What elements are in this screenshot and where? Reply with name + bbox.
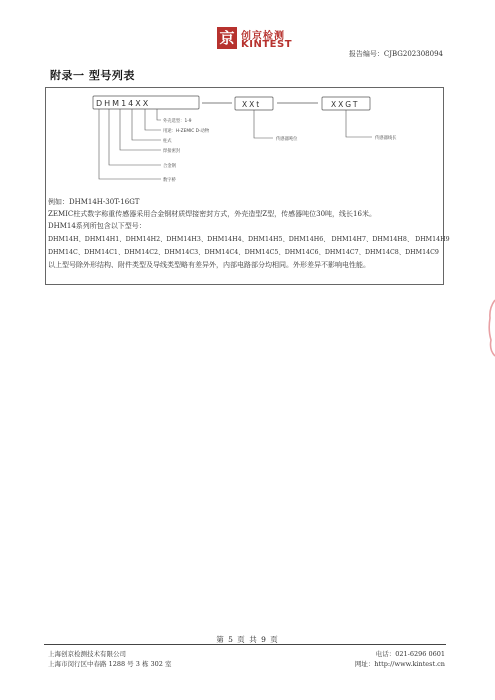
page-title: 附录一 型号列表 [50, 69, 135, 82]
note-cable-length: 传感器线长 [375, 136, 397, 141]
cable-code-text: XXGT [331, 100, 360, 109]
page-number: 第 5 页 共 9 页 [216, 635, 279, 644]
company-logo [217, 27, 291, 51]
leader-lines [99, 109, 372, 179]
footer-address: 上海市闵行区中春路 1288 号 3 栋 302 室 [48, 660, 172, 668]
tonnage-code-text: XXt [242, 100, 262, 109]
series-h-models: DHM14H、DHM14H1、DHM14H2、DHM14H3、DHM14H4、DHM14H5、DHM14H6、 DHM14H7、DHM14H8、 DHM14H9 [48, 236, 450, 243]
model-naming-diagram [50, 93, 440, 191]
footer-company: 上海创京检测技术有限公司 [48, 650, 126, 658]
footer-website[interactable]: 网址：http://www.kintest.cn [354, 660, 445, 668]
model-code-text: DHM14XX [96, 99, 151, 108]
legend-seal-type: 焊接密封 [163, 149, 181, 154]
footer-divider [44, 644, 446, 645]
legend-digital-bridge: 数字桥 [163, 178, 176, 183]
example-description: ZEMIC柱式数字称重传感器采用合金钢材质焊接密封方式，外壳造型Z型，传感器吨位30吨，线长16米。 [48, 210, 376, 218]
series-intro: DHM14系列所包含以下型号： [48, 222, 146, 230]
series-c-models: DHM14C、DHM14C1、DHM14C2、DHM14C3、DHM14C4、DHM14C5、DHM14C6、DHM14C7、DHM14C8、DHM14C9 [48, 249, 439, 256]
footer-phone: 电话：021-6296 0601 [375, 650, 445, 658]
legend-shell-type: 外壳选型：1-9 [163, 119, 192, 124]
logo-english-name: KINTEST [241, 39, 293, 50]
logo-chinese-name: 创京检测 [241, 31, 285, 42]
note-tonnage: 传感器吨位 [276, 137, 298, 142]
example-model: 例如：DHM14H-30T-16GT [48, 198, 140, 206]
logo-mark: 京 [217, 27, 237, 49]
legend-material: 合金钢 [163, 164, 176, 169]
report-number: 报告编号：CJBG202308094 [348, 50, 443, 58]
legend-column-type: 柱式 [163, 139, 172, 144]
legend-usage: 用途：H-ZEMIC D-动物 [163, 129, 210, 134]
series-note: 以上型号除外形结构、附件类型及导线类型略有差异外，内部电路部分均相同。外形差异不影响电性能。 [48, 261, 370, 269]
seal-stamp-fragment [487, 298, 495, 358]
